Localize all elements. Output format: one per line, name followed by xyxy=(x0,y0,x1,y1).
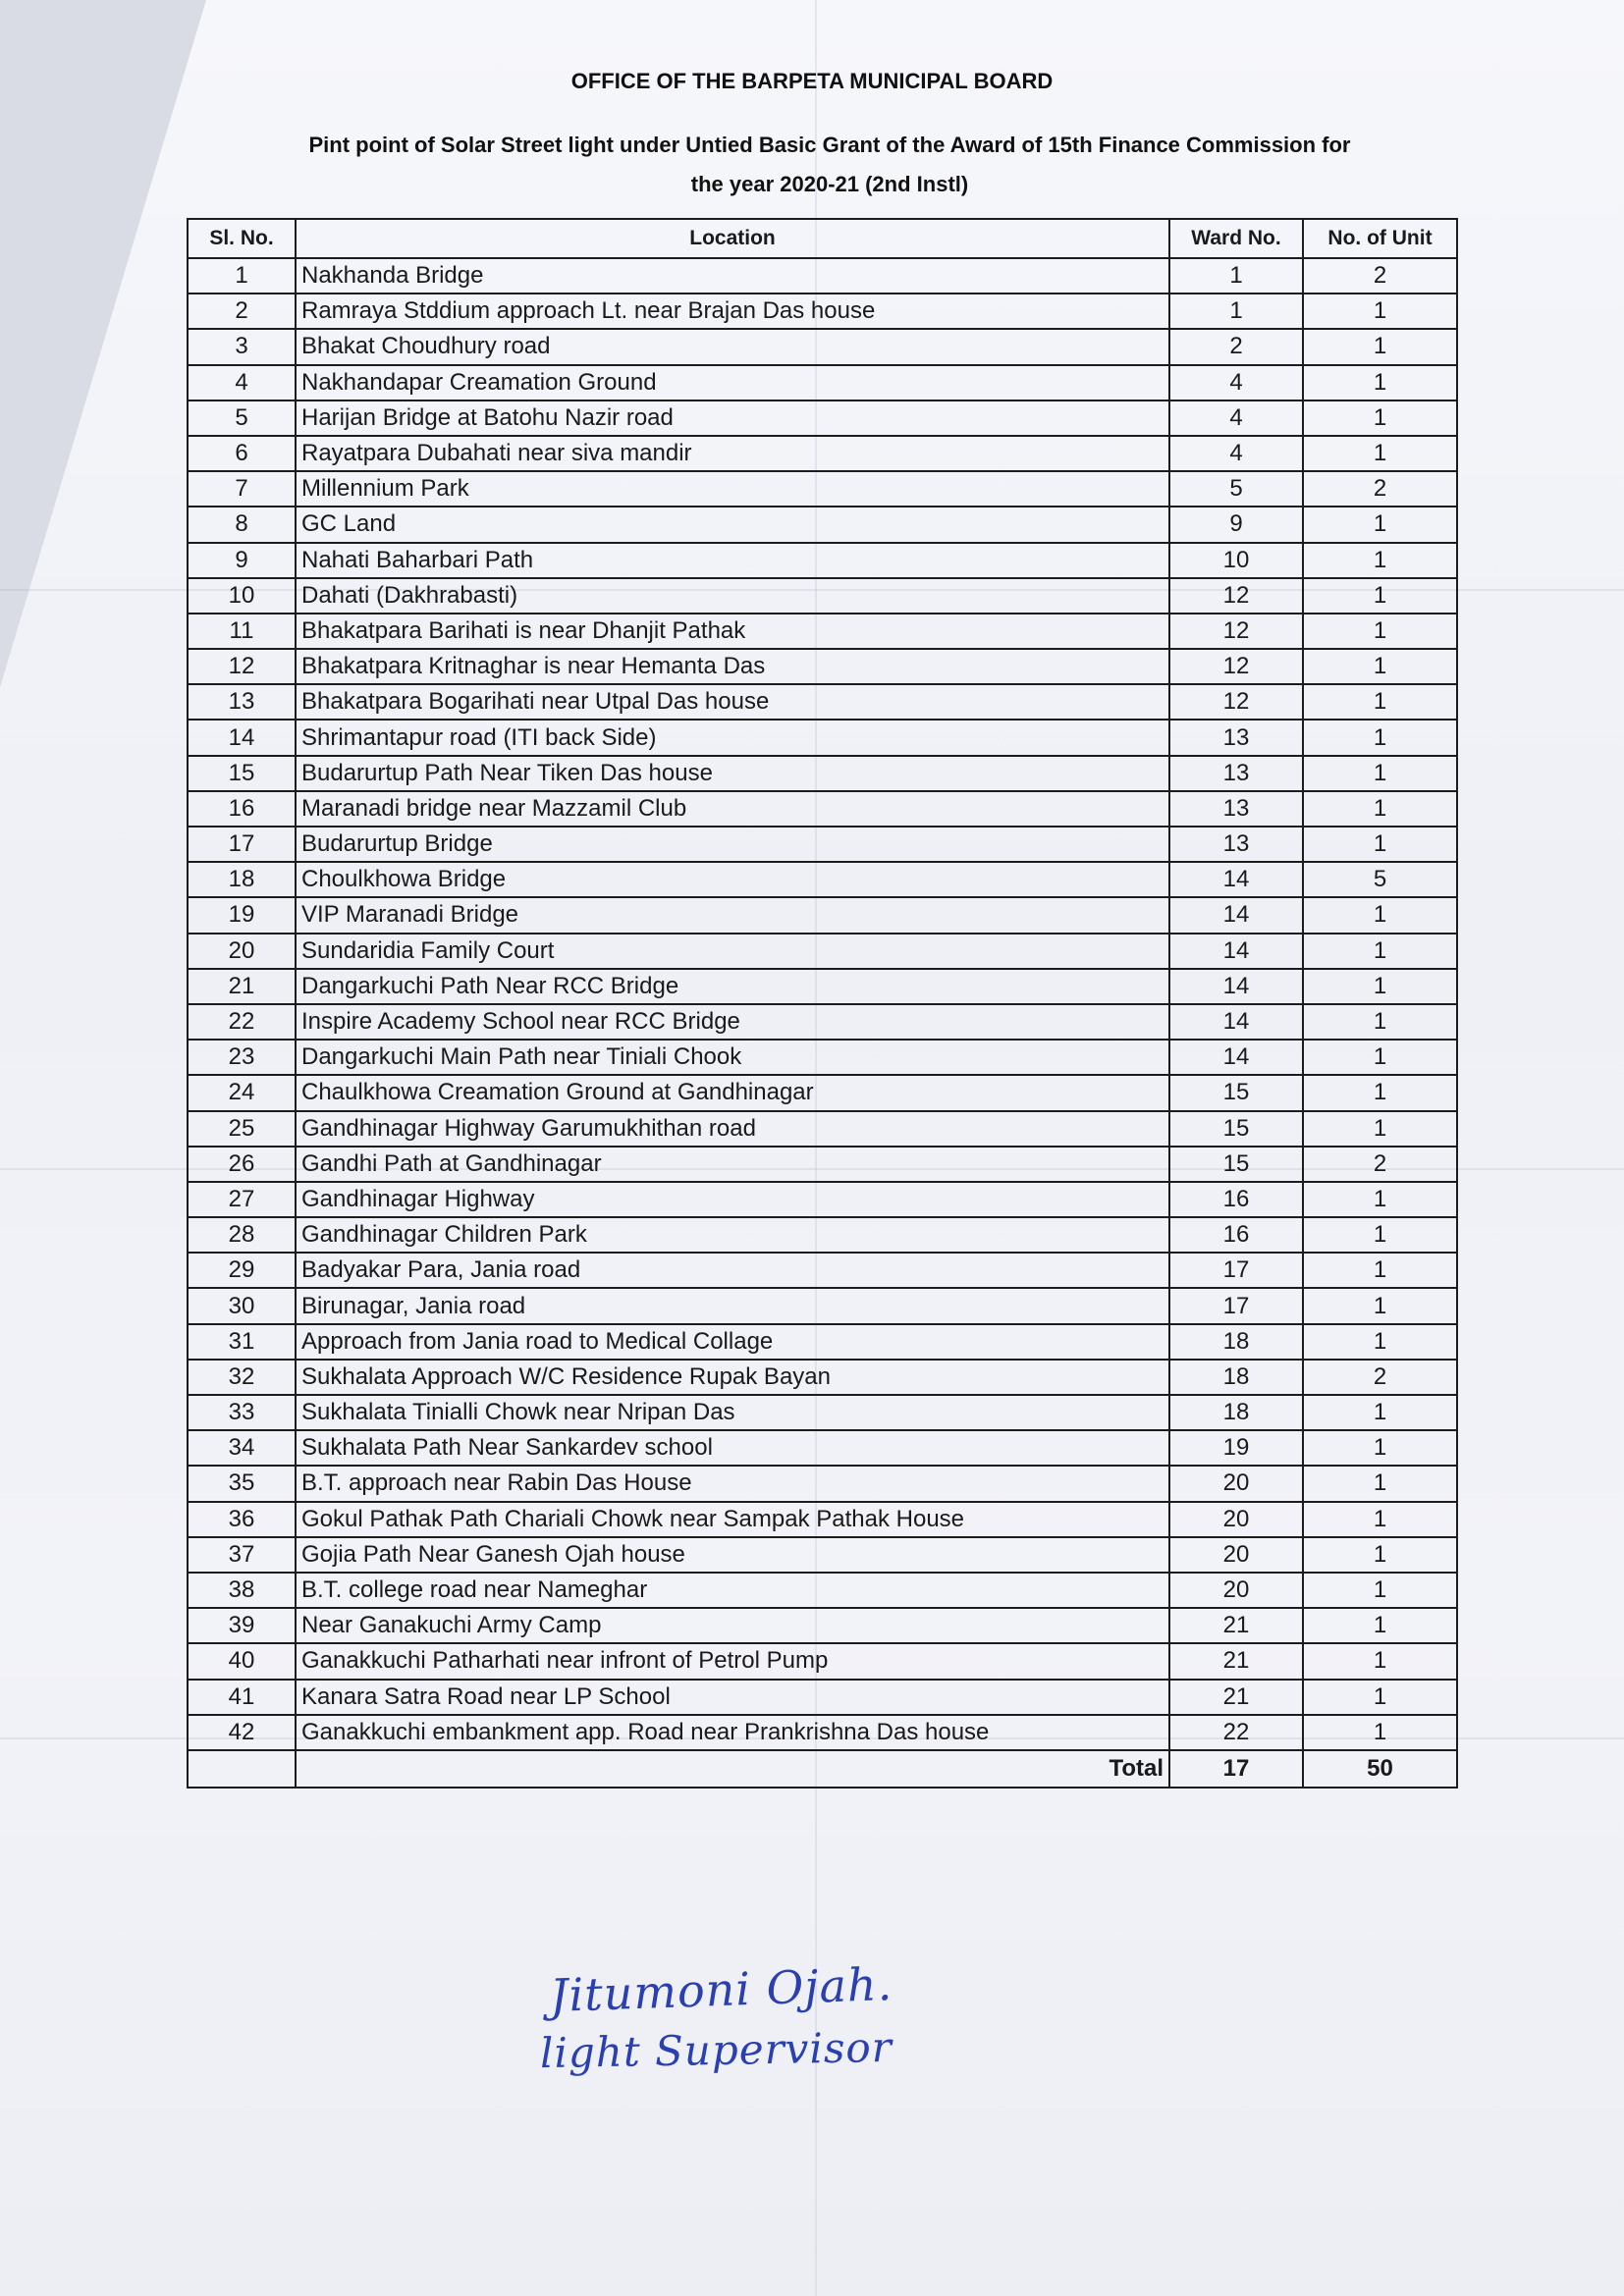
cell-no-of-unit: 2 xyxy=(1303,258,1457,294)
cell-no-of-unit: 1 xyxy=(1303,1111,1457,1147)
cell-ward-no: 13 xyxy=(1169,827,1303,862)
cell-ward-no: 21 xyxy=(1169,1643,1303,1679)
cell-location: Kanara Satra Road near LP School xyxy=(296,1680,1169,1715)
table-row xyxy=(188,1643,1457,1679)
table-row xyxy=(188,1502,1457,1537)
cell-location: Birunagar, Jania road xyxy=(296,1288,1169,1323)
cell-sl-no: 30 xyxy=(188,1288,296,1323)
cell-ward-no: 12 xyxy=(1169,578,1303,614)
table-row xyxy=(188,684,1457,720)
cell-no-of-unit: 1 xyxy=(1303,827,1457,862)
cell-sl-no: 34 xyxy=(188,1430,296,1466)
table-row xyxy=(188,507,1457,542)
cell-location: Gokul Pathak Path Chariali Chowk near Sampak Pathak House xyxy=(296,1502,1169,1537)
cell-location: Bhakatpara Barihati is near Dhanjit Pathak xyxy=(296,614,1169,649)
cell-no-of-unit: 1 xyxy=(1303,649,1457,684)
cell-ward-no: 21 xyxy=(1169,1608,1303,1643)
cell-sl-no: 28 xyxy=(188,1217,296,1253)
cell-location: Chaulkhowa Creamation Ground at Gandhinagar xyxy=(296,1075,1169,1110)
cell-no-of-unit: 2 xyxy=(1303,1360,1457,1395)
cell-no-of-unit: 1 xyxy=(1303,756,1457,791)
cell-sl-no: 33 xyxy=(188,1395,296,1430)
cell-sl-no: 40 xyxy=(188,1643,296,1679)
cell-location: Sukhalata Path Near Sankardev school xyxy=(296,1430,1169,1466)
cell-location: Near Ganakuchi Army Camp xyxy=(296,1608,1169,1643)
cell-no-of-unit: 1 xyxy=(1303,934,1457,969)
cell-ward-no: 14 xyxy=(1169,1040,1303,1075)
table-row xyxy=(188,827,1457,862)
cell-location: Sundaridia Family Court xyxy=(296,934,1169,969)
table-row xyxy=(188,1395,1457,1430)
total-ward: 17 xyxy=(1169,1750,1303,1788)
cell-location: Budarurtup Bridge xyxy=(296,827,1169,862)
cell-location: Inspire Academy School near RCC Bridge xyxy=(296,1004,1169,1040)
cell-location: Nahati Baharbari Path xyxy=(296,543,1169,578)
table-row xyxy=(188,1537,1457,1573)
cell-no-of-unit: 1 xyxy=(1303,507,1457,542)
cell-no-of-unit: 1 xyxy=(1303,1608,1457,1643)
cell-sl-no: 24 xyxy=(188,1075,296,1110)
cell-no-of-unit: 1 xyxy=(1303,543,1457,578)
cell-location: Millennium Park xyxy=(296,471,1169,507)
cell-location: Shrimantapur road (ITI back Side) xyxy=(296,720,1169,755)
cell-no-of-unit: 1 xyxy=(1303,969,1457,1004)
cell-location: B.T. approach near Rabin Das House xyxy=(296,1466,1169,1501)
table-row xyxy=(188,1608,1457,1643)
table-row xyxy=(188,1040,1457,1075)
cell-no-of-unit: 1 xyxy=(1303,1430,1457,1466)
header-no-of-unit: No. of Unit xyxy=(1303,219,1457,258)
cell-ward-no: 10 xyxy=(1169,543,1303,578)
table-row xyxy=(188,471,1457,507)
cell-no-of-unit: 1 xyxy=(1303,1004,1457,1040)
cell-no-of-unit: 1 xyxy=(1303,614,1457,649)
cell-ward-no: 17 xyxy=(1169,1253,1303,1288)
cell-ward-no: 21 xyxy=(1169,1680,1303,1715)
table-row xyxy=(188,436,1457,471)
cell-no-of-unit: 1 xyxy=(1303,1643,1457,1679)
table-row xyxy=(188,1182,1457,1217)
cell-sl-no: 41 xyxy=(188,1680,296,1715)
cell-no-of-unit: 1 xyxy=(1303,1537,1457,1573)
cell-ward-no: 14 xyxy=(1169,862,1303,897)
cell-no-of-unit: 1 xyxy=(1303,1395,1457,1430)
cell-sl-no: 8 xyxy=(188,507,296,542)
cell-location: Gandhinagar Children Park xyxy=(296,1217,1169,1253)
total-empty-cell xyxy=(188,1750,296,1788)
cell-ward-no: 4 xyxy=(1169,400,1303,436)
cell-location: B.T. college road near Nameghar xyxy=(296,1573,1169,1608)
cell-ward-no: 18 xyxy=(1169,1324,1303,1360)
table-row xyxy=(188,1217,1457,1253)
cell-sl-no: 2 xyxy=(188,294,296,329)
cell-ward-no: 14 xyxy=(1169,969,1303,1004)
cell-no-of-unit: 1 xyxy=(1303,897,1457,933)
cell-ward-no: 9 xyxy=(1169,507,1303,542)
table-row xyxy=(188,1430,1457,1466)
table-row xyxy=(188,1466,1457,1501)
streetlight-table xyxy=(187,218,1458,1789)
cell-location: VIP Maranadi Bridge xyxy=(296,897,1169,933)
cell-ward-no: 18 xyxy=(1169,1395,1303,1430)
cell-sl-no: 32 xyxy=(188,1360,296,1395)
cell-ward-no: 15 xyxy=(1169,1111,1303,1147)
cell-no-of-unit: 1 xyxy=(1303,1075,1457,1110)
signature-name: Jitumoni Ojah. xyxy=(549,1956,894,2023)
cell-ward-no: 16 xyxy=(1169,1182,1303,1217)
cell-no-of-unit: 1 xyxy=(1303,400,1457,436)
cell-sl-no: 39 xyxy=(188,1608,296,1643)
table-body xyxy=(188,258,1457,1750)
table-row xyxy=(188,614,1457,649)
cell-sl-no: 19 xyxy=(188,897,296,933)
cell-no-of-unit: 1 xyxy=(1303,1680,1457,1715)
cell-sl-no: 38 xyxy=(188,1573,296,1608)
table-row xyxy=(188,1360,1457,1395)
cell-sl-no: 36 xyxy=(188,1502,296,1537)
folded-corner xyxy=(0,0,206,687)
table-row xyxy=(188,720,1457,755)
cell-location: Bhakatpara Bogarihati near Utpal Das house xyxy=(296,684,1169,720)
table-row xyxy=(188,897,1457,933)
cell-location: Budarurtup Path Near Tiken Das house xyxy=(296,756,1169,791)
table-row xyxy=(188,1324,1457,1360)
table-row xyxy=(188,1573,1457,1608)
cell-ward-no: 19 xyxy=(1169,1430,1303,1466)
header-ward-no: Ward No. xyxy=(1169,219,1303,258)
table-row xyxy=(188,543,1457,578)
total-row xyxy=(188,1750,1457,1788)
cell-no-of-unit: 1 xyxy=(1303,1324,1457,1360)
cell-ward-no: 13 xyxy=(1169,756,1303,791)
document-subtitle xyxy=(187,126,1473,204)
cell-sl-no: 23 xyxy=(188,1040,296,1075)
cell-sl-no: 18 xyxy=(188,862,296,897)
cell-sl-no: 29 xyxy=(188,1253,296,1288)
cell-sl-no: 11 xyxy=(188,614,296,649)
header-location: Location xyxy=(296,219,1169,258)
cell-no-of-unit: 1 xyxy=(1303,436,1457,471)
cell-no-of-unit: 1 xyxy=(1303,329,1457,364)
table-row xyxy=(188,1075,1457,1110)
cell-ward-no: 17 xyxy=(1169,1288,1303,1323)
cell-sl-no: 16 xyxy=(188,791,296,827)
total-label: Total xyxy=(296,1750,1169,1788)
cell-ward-no: 4 xyxy=(1169,436,1303,471)
cell-location: Gojia Path Near Ganesh Ojah house xyxy=(296,1537,1169,1573)
cell-ward-no: 1 xyxy=(1169,258,1303,294)
cell-sl-no: 6 xyxy=(188,436,296,471)
cell-sl-no: 25 xyxy=(188,1111,296,1147)
cell-ward-no: 4 xyxy=(1169,365,1303,400)
cell-location: Gandhinagar Highway Garumukhithan road xyxy=(296,1111,1169,1147)
cell-location: Dahati (Dakhrabasti) xyxy=(296,578,1169,614)
cell-no-of-unit: 1 xyxy=(1303,684,1457,720)
subtitle-line-2: the year 2020-21 (2nd Instl) xyxy=(690,172,969,196)
cell-no-of-unit: 1 xyxy=(1303,1182,1457,1217)
cell-ward-no: 18 xyxy=(1169,1360,1303,1395)
table-row xyxy=(188,329,1457,364)
cell-sl-no: 4 xyxy=(188,365,296,400)
cell-location: Dangarkuchi Main Path near Tiniali Chook xyxy=(296,1040,1169,1075)
cell-no-of-unit: 1 xyxy=(1303,791,1457,827)
handwritten-signature xyxy=(539,1956,894,2078)
cell-sl-no: 3 xyxy=(188,329,296,364)
cell-ward-no: 20 xyxy=(1169,1573,1303,1608)
cell-location: GC Land xyxy=(296,507,1169,542)
cell-location: Ganakkuchi embankment app. Road near Prankrishna Das house xyxy=(296,1715,1169,1750)
cell-ward-no: 2 xyxy=(1169,329,1303,364)
cell-no-of-unit: 1 xyxy=(1303,1573,1457,1608)
cell-ward-no: 1 xyxy=(1169,294,1303,329)
table-row xyxy=(188,258,1457,294)
cell-location: Rayatpara Dubahati near siva mandir xyxy=(296,436,1169,471)
table-row xyxy=(188,791,1457,827)
table-row xyxy=(188,578,1457,614)
cell-sl-no: 22 xyxy=(188,1004,296,1040)
cell-ward-no: 20 xyxy=(1169,1502,1303,1537)
table-row xyxy=(188,1111,1457,1147)
cell-location: Ramraya Stddium approach Lt. near Brajan Das house xyxy=(296,294,1169,329)
table-row xyxy=(188,1004,1457,1040)
cell-sl-no: 9 xyxy=(188,543,296,578)
cell-sl-no: 5 xyxy=(188,400,296,436)
cell-sl-no: 42 xyxy=(188,1715,296,1750)
table-row xyxy=(188,400,1457,436)
table-row xyxy=(188,1680,1457,1715)
cell-sl-no: 20 xyxy=(188,934,296,969)
signature-designation: light Supervisor xyxy=(539,2022,893,2078)
table-header-row xyxy=(188,219,1457,258)
cell-ward-no: 12 xyxy=(1169,684,1303,720)
total-units: 50 xyxy=(1303,1750,1457,1788)
office-title: OFFICE OF THE BARPETA MUNICIPAL BOARD xyxy=(570,69,1054,93)
cell-ward-no: 20 xyxy=(1169,1537,1303,1573)
cell-no-of-unit: 1 xyxy=(1303,1288,1457,1323)
table-row xyxy=(188,862,1457,897)
cell-sl-no: 26 xyxy=(188,1147,296,1182)
subtitle-line-1: Pint point of Solar Street light under Untied Basic Grant of the Award of 15th Finance Commission for xyxy=(308,133,1351,157)
cell-ward-no: 5 xyxy=(1169,471,1303,507)
cell-location: Badyakar Para, Jania road xyxy=(296,1253,1169,1288)
cell-no-of-unit: 1 xyxy=(1303,720,1457,755)
cell-no-of-unit: 1 xyxy=(1303,578,1457,614)
cell-sl-no: 37 xyxy=(188,1537,296,1573)
cell-no-of-unit: 1 xyxy=(1303,1217,1457,1253)
cell-location: Nakhanda Bridge xyxy=(296,258,1169,294)
table-row xyxy=(188,365,1457,400)
cell-ward-no: 13 xyxy=(1169,720,1303,755)
cell-sl-no: 31 xyxy=(188,1324,296,1360)
table-row xyxy=(188,934,1457,969)
cell-location: Bhakat Choudhury road xyxy=(296,329,1169,364)
cell-location: Gandhinagar Highway xyxy=(296,1182,1169,1217)
cell-location: Nakhandapar Creamation Ground xyxy=(296,365,1169,400)
cell-no-of-unit: 2 xyxy=(1303,1147,1457,1182)
cell-ward-no: 12 xyxy=(1169,614,1303,649)
cell-sl-no: 17 xyxy=(188,827,296,862)
cell-no-of-unit: 1 xyxy=(1303,1466,1457,1501)
cell-location: Harijan Bridge at Batohu Nazir road xyxy=(296,400,1169,436)
cell-ward-no: 14 xyxy=(1169,934,1303,969)
cell-ward-no: 15 xyxy=(1169,1147,1303,1182)
cell-sl-no: 13 xyxy=(188,684,296,720)
cell-ward-no: 14 xyxy=(1169,1004,1303,1040)
cell-ward-no: 20 xyxy=(1169,1466,1303,1501)
cell-location: Dangarkuchi Path Near RCC Bridge xyxy=(296,969,1169,1004)
header-sl-no: Sl. No. xyxy=(188,219,296,258)
cell-sl-no: 27 xyxy=(188,1182,296,1217)
table-row xyxy=(188,1288,1457,1323)
cell-no-of-unit: 2 xyxy=(1303,471,1457,507)
table-row xyxy=(188,294,1457,329)
cell-sl-no: 21 xyxy=(188,969,296,1004)
cell-no-of-unit: 1 xyxy=(1303,1040,1457,1075)
cell-sl-no: 7 xyxy=(188,471,296,507)
cell-sl-no: 14 xyxy=(188,720,296,755)
table-row xyxy=(188,1253,1457,1288)
cell-ward-no: 12 xyxy=(1169,649,1303,684)
cell-location: Bhakatpara Kritnaghar is near Hemanta Das xyxy=(296,649,1169,684)
cell-location: Ganakkuchi Patharhati near infront of Petrol Pump xyxy=(296,1643,1169,1679)
cell-location: Gandhi Path at Gandhinagar xyxy=(296,1147,1169,1182)
cell-ward-no: 13 xyxy=(1169,791,1303,827)
cell-ward-no: 14 xyxy=(1169,897,1303,933)
cell-location: Sukhalata Tinialli Chowk near Nripan Das xyxy=(296,1395,1169,1430)
cell-sl-no: 35 xyxy=(188,1466,296,1501)
cell-no-of-unit: 1 xyxy=(1303,1715,1457,1750)
table-row xyxy=(188,756,1457,791)
cell-no-of-unit: 5 xyxy=(1303,862,1457,897)
cell-no-of-unit: 1 xyxy=(1303,365,1457,400)
table-row xyxy=(188,1147,1457,1182)
table-row xyxy=(188,969,1457,1004)
table-row xyxy=(188,1715,1457,1750)
cell-ward-no: 16 xyxy=(1169,1217,1303,1253)
cell-no-of-unit: 1 xyxy=(1303,1502,1457,1537)
cell-location: Approach from Jania road to Medical Collage xyxy=(296,1324,1169,1360)
cell-sl-no: 15 xyxy=(188,756,296,791)
cell-sl-no: 1 xyxy=(188,258,296,294)
cell-location: Sukhalata Approach W/C Residence Rupak Bayan xyxy=(296,1360,1169,1395)
cell-location: Maranadi bridge near Mazzamil Club xyxy=(296,791,1169,827)
cell-no-of-unit: 1 xyxy=(1303,294,1457,329)
cell-no-of-unit: 1 xyxy=(1303,1253,1457,1288)
cell-sl-no: 10 xyxy=(188,578,296,614)
cell-sl-no: 12 xyxy=(188,649,296,684)
cell-ward-no: 22 xyxy=(1169,1715,1303,1750)
cell-location: Choulkhowa Bridge xyxy=(296,862,1169,897)
cell-ward-no: 15 xyxy=(1169,1075,1303,1110)
table-row xyxy=(188,649,1457,684)
